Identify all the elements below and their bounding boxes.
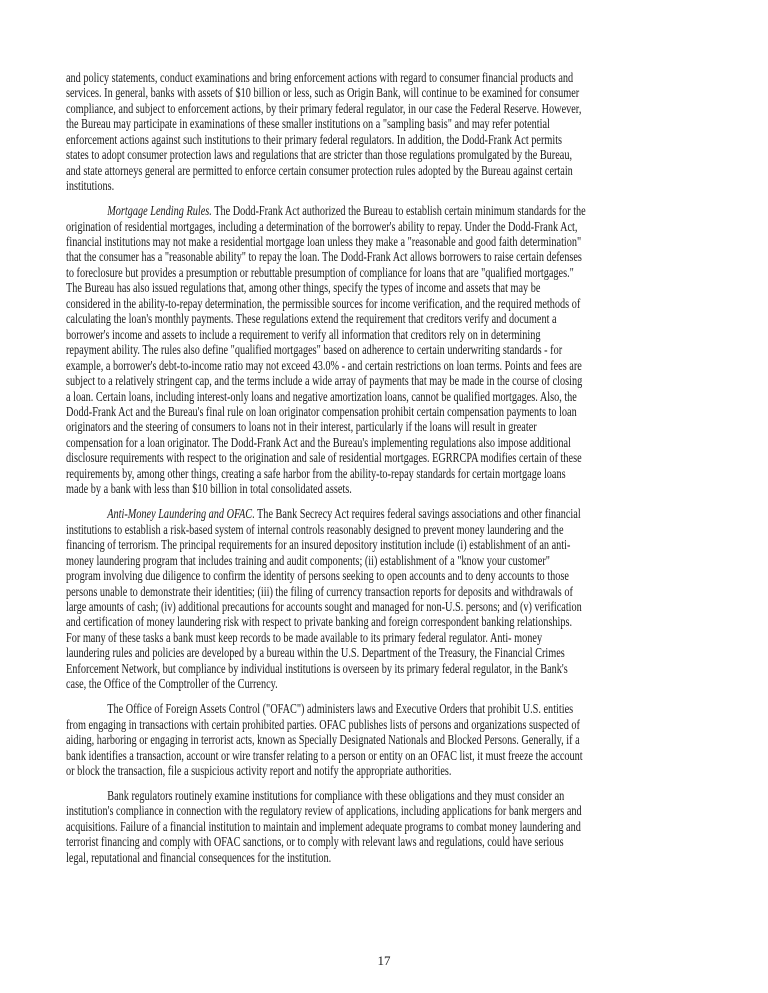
text-line: case, the Office of the Comptroller of the Currency. [66, 676, 278, 692]
text-line: the Bureau may participate in examinations of these smaller institutions on a "sampling basis" and may refer potential [66, 116, 550, 132]
paragraph [66, 506, 707, 691]
text-line: states to adopt consumer protection laws and regulations that are stricter than those regulations promulgated by the Bureau, [66, 147, 573, 163]
text-line: bank identifies a transaction, account or wire transfer relating to a person or entity on an OFAC list, it must freeze the account [66, 747, 583, 763]
text-line: large amounts of cash; (iv) additional precautions for accounts sought and managed for non-U.S. persons; and (v) verification [66, 598, 582, 614]
text-line: aiding, harboring or engaging in terrorist acts, known as Specially Designated Nationals and Blocked Persons. Generally, if a [66, 732, 580, 748]
text-line: repayment ability. The rules also define "qualified mortgages" based on adherence to certain underwriting standards - for [66, 342, 563, 358]
text-line: from engaging in transactions with certain prohibited parties. OFAC publishes lists of persons and organizations suspected of [66, 716, 580, 732]
text-line: enforcement actions against such institutions to their primary federal regulators. In addition, the Dodd-Frank Act permits [66, 131, 563, 147]
paragraph [66, 788, 707, 865]
text-line: and certification of money laundering risk with respect to private banking and foreign correspondent banking relationships. [66, 614, 573, 630]
text-line: program involving due diligence to confirm the identity of persons seeking to open accounts and to deny accounts to those [66, 568, 569, 584]
text-line: originators and the steering of consumers to loans not in their interest, particularly if the loans will result in greater [66, 419, 537, 435]
paragraph [66, 203, 707, 497]
text-line: requirements by, among other things, creating a safe harbor from the ability-to-repay standards for certain mortgage loans [66, 465, 566, 481]
text-line: laundering rules and policies are developed by a bureau within the U.S. Department of the Treasury, the Financial Crimes [66, 645, 565, 661]
text-line: that the consumer has a "reasonable ability" to repay the loan. The Dodd-Frank Act allows borrowers to raise certain defenses [66, 249, 582, 265]
text-line: acquisitions. Failure of a financial institution to maintain and implement adequate programs to combat money laundering and [66, 818, 581, 834]
text-line: money laundering program that includes training and audit components; (ii) establishment of a "know your customer" [66, 552, 550, 568]
text-line: calculating the loan's monthly payments. These regulations extend the requirement that creditors verify and document a [66, 311, 557, 327]
text-line: The Office of Foreign Assets Control ("OFAC") administers laws and Executive Orders that prohibit U.S. entities [107, 701, 574, 717]
text-line: For many of these tasks a bank must keep records to be made available to its primary federal regulator. Anti- money [66, 629, 543, 645]
paragraph-lead-italic: Anti-Money Laundering and OFAC [107, 506, 253, 522]
text-line: terrorist financing and comply with OFAC sanctions, or to comply with relevant laws and regulations, could have serious [66, 834, 564, 850]
paragraph [66, 701, 707, 778]
text-line: borrower's income and assets to include a requirement to verify all information that creditors rely on in determining [66, 326, 541, 342]
text-line: and policy statements, conduct examinations and bring enforcement actions with regard to consumer financial products and [66, 70, 574, 85]
text-line: made by a bank with less than $10 billion in total consolidated assets. [66, 481, 352, 497]
text-line: Mortgage Lending Rules. The Dodd-Frank Act authorized the Bureau to establish certain minimum standards for the [107, 203, 586, 219]
text-line: Dodd-Frank Act and the Bureau's final rule on loan originator compensation prohibit certain compensation payments to loan [66, 404, 577, 420]
text-line: to foreclosure but provides a presumption or rebuttable presumption of compliance for loans that are "qualified mortgages." [66, 264, 574, 280]
text-line: Anti-Money Laundering and OFAC. The Bank Secrecy Act requires federal savings associations and other financial [107, 506, 581, 522]
text-line: and state attorneys general are permitted to enforce certain consumer protection rules adopted by the Bureau against certain [66, 162, 573, 178]
text-line: financing of terrorism. The principal requirements for an insured depository institution include (i) establishment of an anti- [66, 537, 571, 553]
document-body [66, 70, 707, 865]
text-line: example, a borrower's debt-to-income ratio may not exceed 43.0% - and certain restrictions on loan terms. Points and fees are [66, 357, 582, 373]
text-line: legal, reputational and financial consequences for the institution. [66, 849, 332, 865]
text-line: disclosure requirements with respect to the origination and sale of residential mortgages. EGRRCPA modifies certain of these [66, 450, 582, 466]
text-line: considered in the ability-to-repay determination, the permissible sources for income verification, and the required methods of [66, 295, 581, 311]
text-line: Bank regulators routinely examine institutions for compliance with these obligations and they must consider an [107, 787, 565, 803]
text-line: compliance, and subject to enforcement actions, by their primary federal regulator, in our case the Federal Reserve. However, [66, 100, 582, 116]
text-line: institution's compliance in connection with the regulatory review of applications, including applications for bank mergers and [66, 803, 582, 819]
text-line: Enforcement Network, but compliance by individual institutions is overseen by its primary federal regulator, in the Bank's [66, 660, 568, 676]
paragraph-lead-italic: Mortgage Lending Rules. [107, 203, 212, 219]
text-line: financial institutions may not make a residential mortgage loan unless they make a "reasonable and good faith determination" [66, 234, 582, 250]
text-line: services. In general, banks with assets of $10 billion or less, such as Origin Bank, will continue to be examined for consumer [66, 85, 580, 101]
text-line: subject to a relatively stringent cap, and the terms include a wide array of payments that may be made in the course of closing [66, 373, 583, 389]
text-line: persons unable to demonstrate their identities; (iii) the filing of currency transaction reports for deposits and withdrawals of [66, 583, 573, 599]
text-line: The Bureau has also issued regulations that, among other things, specify the types of income and assets that may be [66, 280, 541, 296]
text-line: a loan. Certain loans, including interest-only loans and negative amortization loans, cannot be qualified mortgages. Also, the [66, 388, 577, 404]
text-line: or block the transaction, file a suspicious activity report and notify the appropriate authorities. [66, 762, 452, 778]
text-line: institutions. [66, 178, 115, 194]
text-line: compensation for a loan originator. The Dodd-Frank Act and the Bureau's implementing regulations also impose additional [66, 434, 571, 450]
text-line: origination of residential mortgages, including a determination of the borrower's ability to repay. Under the Dodd-Frank Act, [66, 218, 578, 234]
paragraph [66, 70, 707, 194]
text-line: institutions to establish a risk-based system of internal controls reasonably designed to prevent money laundering and the [66, 521, 564, 537]
page-number: 17 [377, 953, 391, 968]
